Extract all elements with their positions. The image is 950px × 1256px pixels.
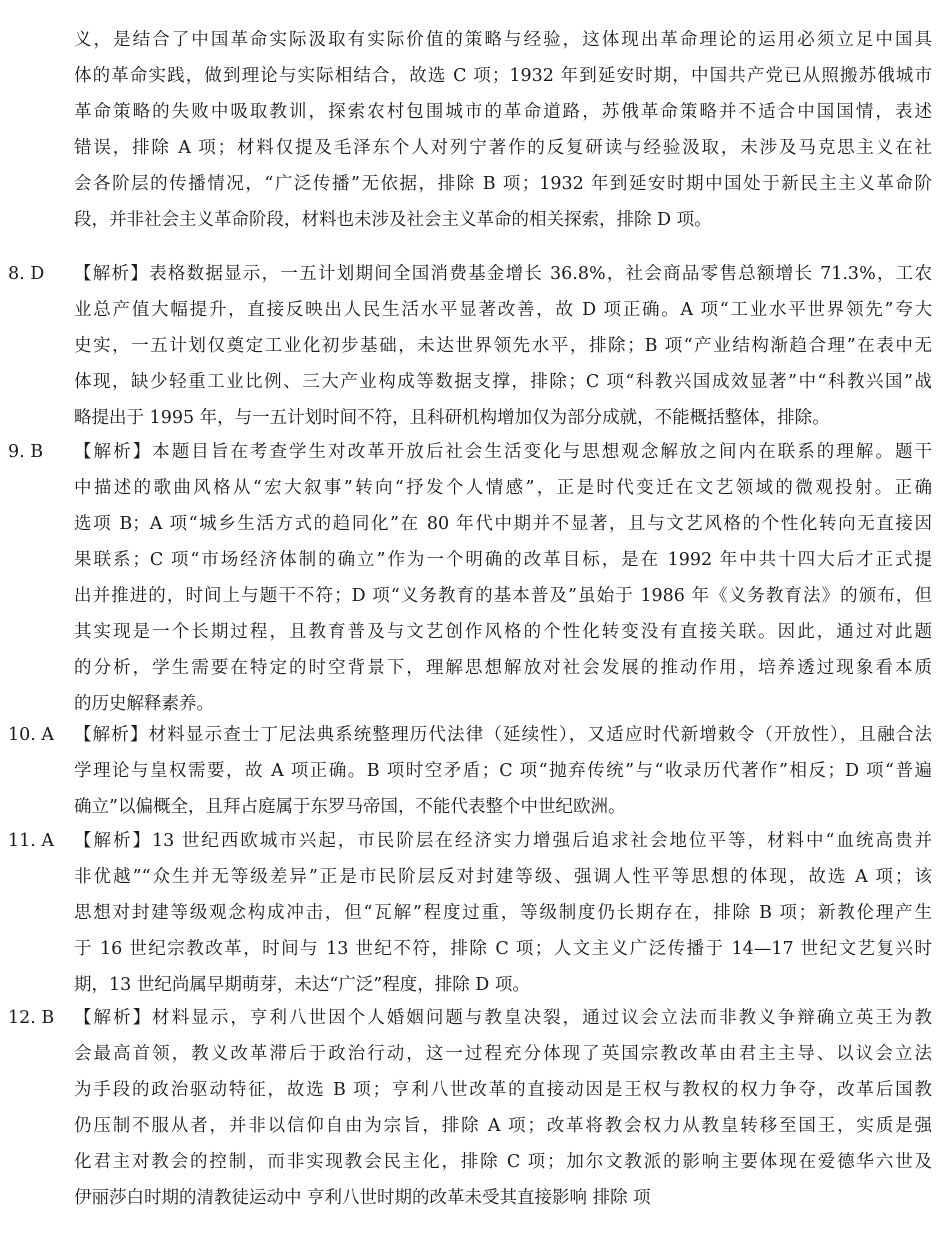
- text-line: 思想对封建等级观念构成冲击，但“瓦解”程度过重，等级制度仍长期存在，排除 B 项；新教伦理产生: [74, 903, 932, 923]
- text-line: 为手段的政治驱动特征，故选 B 项；亨利八世改革的直接动因是王权与教权的权力争夺，改革后国教: [74, 1080, 932, 1100]
- text-line: 确立”以偏概全，且拜占庭属于东罗马帝国，不能代表整个中世纪欧洲。: [74, 797, 626, 817]
- text-line: 于 16 世纪宗教改革，时间与 13 世纪不符，排除 C 项；人文主义广泛传播于 14—17 世纪文艺复兴时: [74, 939, 932, 959]
- text-line: 错误，排除 A 项；材料仅提及毛泽东个人对列宁著作的反复研读与经验汲取，未涉及马克思主义在社: [74, 138, 932, 158]
- text-line: 【解析】表格数据显示，一五计划期间全国消费基金增长 36.8%，社会商品零售总额增长 71.3%，工农: [74, 264, 932, 284]
- text-line: 出并推进的，时间上与题干不符；D 项“义务教育的基本普及”虽始于 1986 年《义务教育法》的颁布，但: [74, 586, 932, 606]
- text-line: 期，13 世纪尚属早期萌芽，未达“广泛”程度，排除 D 项。: [74, 975, 530, 995]
- text-line: 革命策略的失败中吸取教训，探索农村包围城市的革命道路，苏俄革命策略并不适合中国国情，表述: [74, 102, 932, 122]
- text-line: 选项 B；A 项“城乡生活方式的趋同化”在 80 年代中期并不显著，且与文艺风格的个性化转向无直接因: [74, 514, 932, 534]
- text-line: 果联系；C 项“市场经济体制的确立”作为一个明确的改革目标，是在 1992 年中共十四大后才正式提: [74, 550, 932, 570]
- text-line: 【解析】13 世纪西欧城市兴起，市民阶层在经济实力增强后追求社会地位平等，材料中“血统高贵并: [74, 831, 932, 851]
- text-line: 业总产值大幅提升，直接反映出人民生活水平显著改善，故 D 项正确。A 项“工业水平世界领先”夸大: [74, 300, 932, 320]
- text-line: 史实，一五计划仅奠定工业化初步基础，未达世界领先水平，排除；B 项“产业结构渐趋合理”在表中无: [74, 336, 932, 356]
- answer-number: 9. B: [8, 442, 44, 462]
- text-line: 体现，缺少轻重工业比例、三大产业构成等数据支撑，排除；C 项“科教兴国成效显著”中“科教兴国”战: [74, 372, 932, 392]
- answer-number: 12. B: [8, 1008, 55, 1028]
- answer-number: 11. A: [8, 831, 55, 851]
- text-line: 非优越”“众生并无等级差异”正是市民阶层反对封建等级、强调人性平等思想的体现，故选 A 项；该: [74, 867, 932, 887]
- text-line: 的分析，学生需要在特定的时空背景下，理解思想解放对社会发展的推动作用，培养透过现象看本质: [74, 658, 932, 678]
- text-line: 段，并非社会主义革命阶段，材料也未涉及社会主义革命的相关探索，排除 D 项。: [74, 210, 712, 230]
- text-line: 中描述的歌曲风格从“宏大叙事”转向“抒发个人情感”，正是时代变迁在文艺领域的微观投射。正确: [74, 478, 932, 498]
- text-line: 体的革命实践，做到理论与实际相结合，故选 C 项；1932 年到延安时期，中国共产党已从照搬苏俄城市: [74, 66, 932, 86]
- text-line: 【解析】本题目旨在考查学生对改革开放后社会生活变化与思想观念解放之间内在联系的理解。题干: [74, 442, 932, 462]
- answer-number: 10. A: [8, 725, 55, 745]
- text-line: 学理论与皇权需要，故 A 项正确。B 项时空矛盾；C 项“抛弃传统”与“收录历代著作”相反；D 项“普遍: [74, 761, 932, 781]
- text-line: 仍压制不服从者，并非以信仰自由为宗旨，排除 A 项；改革将教会权力从教皇转移至国王，实质是强: [74, 1116, 932, 1136]
- answer-number: 8. D: [8, 264, 45, 284]
- text-line: 会各阶层的传播情况，“广泛传播”无依据，排除 B 项；1932 年到延安时期中国处于新民主主义革命阶: [74, 174, 932, 194]
- text-line: 化君主对教会的控制，而非实现教会民主化，排除 C 项；加尔文教派的影响主要体现在爱德华六世及: [74, 1152, 932, 1172]
- text-line: 【解析】材料显示，亨利八世因个人婚姻问题与教皇决裂，通过议会立法而非教义争辩确立英王为教: [74, 1008, 932, 1028]
- text-line: 伊丽莎白时期的清教徒运动中 亨利八世时期的改革未受其直接影响 排除 项: [74, 1188, 651, 1208]
- text-line: 会最高首领，教义改革滞后于政治行动，这一过程充分体现了英国宗教改革由君主主导、以议会立法: [74, 1044, 932, 1064]
- text-line: 义，是结合了中国革命实际汲取有实际价值的策略与经验，这体现出革命理论的运用必须立足中国具: [74, 30, 932, 50]
- text-line: 【解析】材料显示查士丁尼法典系统整理历代法律（延续性），又适应时代新增敕令（开放性），且融合法: [74, 725, 932, 745]
- text-line: 其实现是一个长期过程，且教育普及与文艺创作风格的个性化转变没有直接关联。因此，通过对此题: [74, 622, 932, 642]
- text-line: 略提出于 1995 年，与一五计划时间不符，且科研机构增加仅为部分成就，不能概括整体，排除。: [74, 408, 830, 428]
- text-line: 的历史解释素养。: [74, 694, 214, 714]
